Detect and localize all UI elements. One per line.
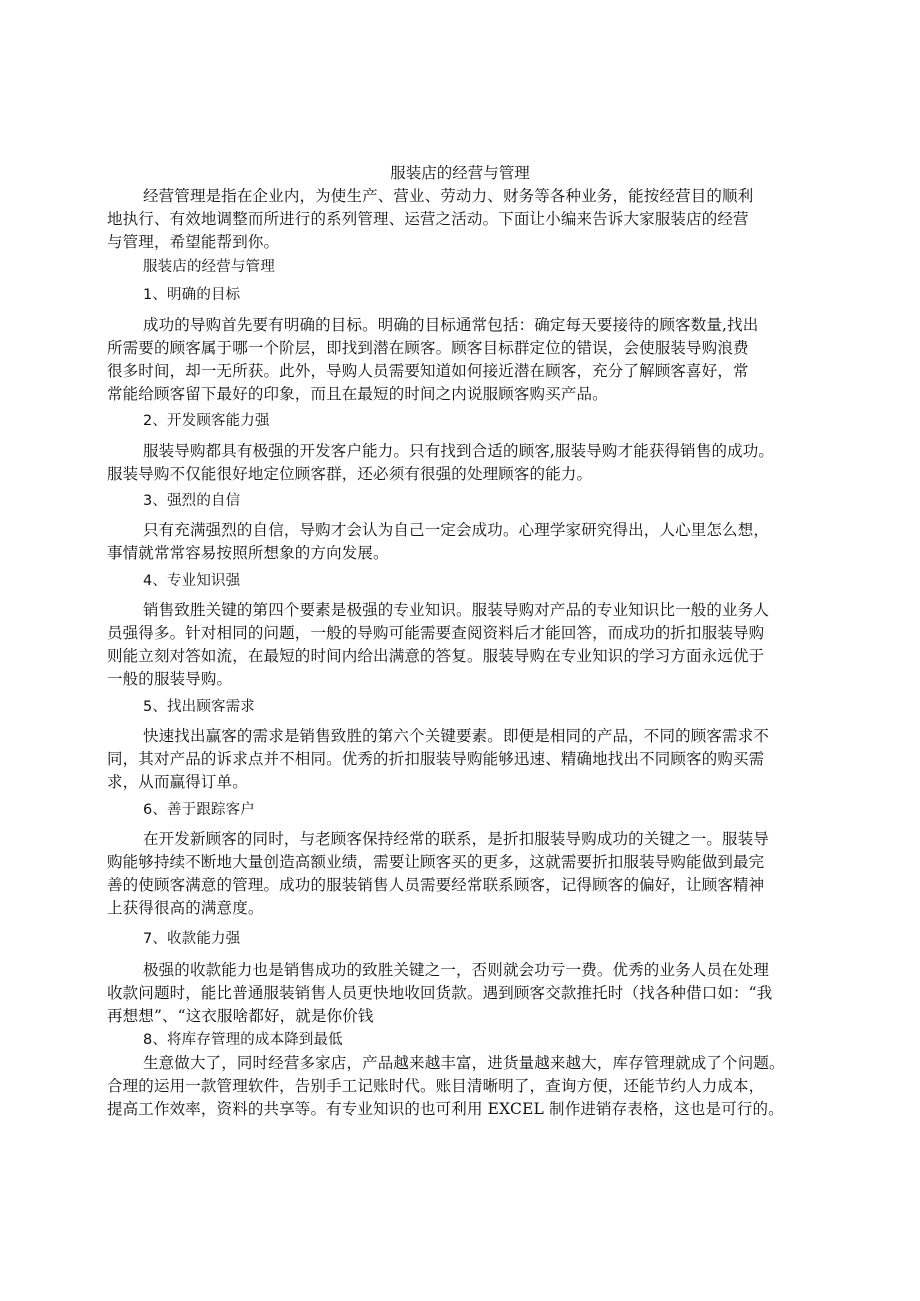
- paragraph-line: 销售致胜关键的第四个要素是极强的专业知识。服装导购对产品的专业知识比一般的业务人: [143, 601, 770, 619]
- paragraph-line: 一般的服装导购。: [107, 670, 233, 688]
- section-heading: 7、收款能力强: [143, 931, 241, 947]
- paragraph-line: 事情就常常容易按照所想象的方向发展。: [107, 544, 389, 562]
- intro-line: 经营管理是指在企业内，为使生产、营业、劳动力、财务等各种业务，能按经营目的顺利: [143, 187, 754, 205]
- paragraph-line: 在开发新顾客的同时，与老顾客保持经常的联系，是折扣服装导购成功的关键之一。服装导: [143, 830, 770, 848]
- paragraph-line: 善的使顾客满意的管理。成功的服装销售人员需要经常联系顾客，记得顾客的偏好，让顾客精神: [107, 876, 765, 894]
- section-heading: 3、强烈的自信: [143, 493, 241, 509]
- paragraph-line: 快速找出赢客的需求是销售致胜的第六个关键要素。即便是相同的产品，不同的顾客需求不: [143, 727, 770, 745]
- section-heading: 8、将库存管理的成本降到最低: [143, 1032, 343, 1048]
- intro-line: 地执行、有效地调整而所进行的系列管理、运营之活动。下面让小编来告诉大家服装店的经营: [107, 210, 749, 228]
- paragraph-line: 上获得很高的满意度。: [107, 899, 264, 917]
- paragraph-line: 只有充满强烈的自信，导购才会认为自己一定会成功。心理学家研究得出，人心里怎么想，: [143, 521, 770, 539]
- paragraph-line: 常能给顾客留下最好的印象，而且在最短的时间之内说服顾客购买产品。: [107, 385, 608, 403]
- document-title: 服装店的经营与管理: [390, 164, 530, 182]
- paragraph-line: 极强的收款能力也是销售成功的致胜关键之一，否则就会功亏一费。优秀的业务人员在处理: [143, 961, 770, 979]
- paragraph-line: 员强得多。针对相同的问题，一般的导购可能需要查阅资料后才能回答，而成功的折扣服装导购: [107, 624, 765, 642]
- section-heading: 6、善于跟踪客户: [143, 802, 255, 818]
- paragraph-line: 生意做大了，同时经营多家店，产品越来越丰富，进货量越来越大，库存管理就成了个问题。: [143, 1054, 785, 1072]
- paragraph-line: 服装导购都具有极强的开发客户能力。只有找到合适的顾客,服装导购才能获得销售的成功。: [143, 442, 775, 460]
- paragraph-line: 服装导购不仅能很好地定位顾客群，还必须有很强的处理顾客的能力。: [107, 465, 593, 483]
- paragraph-line: 同，其对产品的诉求点并不相同。优秀的折扣服装导购能够迅速、精确地找出不同顾客的购买需: [107, 750, 765, 768]
- paragraph-line: 再想想”、“这衣服啥都好，就是你价钱: [107, 1007, 374, 1025]
- paragraph-line: 收款问题时，能比普通服装销售人员更快地收回货款。遇到顾客交款推托时（找各种借口如：“我: [107, 984, 773, 1002]
- paragraph-line: 合理的运用一款管理软件，告别手工记账时代。账目清晰明了，查询方便，还能节约人力成本，: [107, 1077, 765, 1095]
- section-heading: 2、开发顾客能力强: [143, 413, 270, 429]
- paragraph-line: 成功的导购首先要有明确的目标。明确的目标通常包括：确定每天要接待的顾客数量,找出: [143, 316, 759, 334]
- paragraph-line: 很多时间，却一无所获。此外，导购人员需要知道如何接近潜在顾客，充分了解顾客喜好，常: [107, 362, 749, 380]
- section-heading: 1、明确的目标: [143, 287, 241, 303]
- intro-line: 与管理，希望能帮到你。: [107, 233, 280, 251]
- section-heading: 4、专业知识强: [143, 573, 241, 589]
- section-heading: 5、找出顾客需求: [143, 699, 255, 715]
- paragraph-line: 则能立刻对答如流，在最短的时间内给出满意的答复。服装导购在专业知识的学习方面永远优于: [107, 647, 765, 665]
- paragraph-line: 所需要的顾客属于哪一个阶层，即找到潜在顾客。顾客目标群定位的错误，会使服装导购浪费: [107, 339, 749, 357]
- paragraph-line: 求，从而赢得订单。: [107, 773, 248, 791]
- paragraph-line: 购能够持续不断地大量创造高额业绩，需要让顾客买的更多，这就需要折扣服装导购能做到最完: [107, 853, 765, 871]
- subtitle: 服装店的经营与管理: [143, 259, 275, 275]
- paragraph-line: 提高工作效率，资料的共享等。有专业知识的也可利用 EXCEL 制作进销存表格，这也是可行的。: [107, 1100, 784, 1118]
